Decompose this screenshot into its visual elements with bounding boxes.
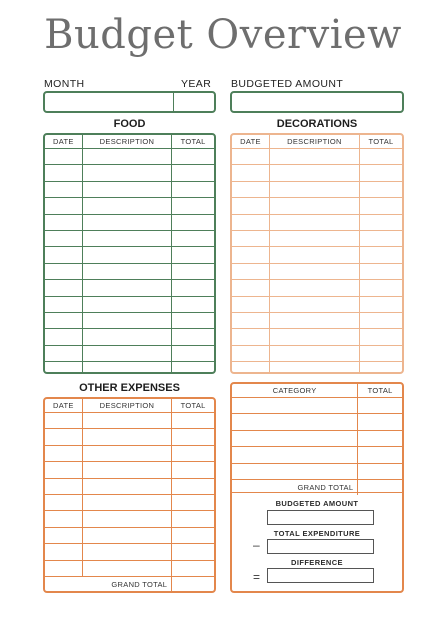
table-row[interactable] — [232, 214, 402, 230]
column-header: DATE — [45, 399, 82, 413]
table-cell[interactable] — [82, 230, 172, 246]
table-cell[interactable] — [82, 511, 172, 527]
grand-total-label: GRAND TOTAL — [232, 479, 358, 495]
table-row[interactable] — [232, 198, 402, 214]
table-cell[interactable] — [269, 149, 359, 165]
summary-divider — [232, 492, 402, 493]
table-cell[interactable] — [45, 263, 82, 279]
summary-budgeted-amount-label: BUDGETED AMOUNT — [275, 499, 359, 508]
column-header: TOTAL — [172, 399, 214, 413]
summary-grid — [232, 384, 402, 495]
table-cell[interactable] — [232, 430, 358, 446]
table-row[interactable] — [45, 149, 214, 165]
table-cell[interactable] — [82, 429, 172, 445]
minus-sign: – — [253, 538, 260, 552]
table-cell[interactable] — [359, 362, 402, 374]
table-cell[interactable] — [269, 214, 359, 230]
table-cell[interactable] — [269, 230, 359, 246]
table-cell[interactable] — [269, 165, 359, 181]
table-cell[interactable] — [172, 345, 214, 361]
table-row[interactable] — [45, 478, 214, 494]
table-cell[interactable] — [172, 329, 214, 345]
table-row[interactable] — [45, 165, 214, 181]
budgeted-amount-field[interactable] — [230, 91, 404, 113]
table-row[interactable] — [232, 181, 402, 197]
table-row[interactable] — [232, 447, 402, 463]
summary-budgeted-amount-field[interactable] — [267, 510, 374, 525]
table-cell[interactable] — [45, 149, 82, 165]
table-cell[interactable] — [45, 544, 82, 560]
table-cell[interactable] — [359, 149, 402, 165]
table-row[interactable] — [45, 362, 214, 374]
table-cell[interactable] — [358, 447, 402, 463]
table-cell[interactable] — [172, 263, 214, 279]
table-cell[interactable] — [232, 181, 269, 197]
table-cell[interactable] — [232, 296, 269, 312]
column-header: TOTAL — [358, 384, 402, 398]
grand-total-row — [45, 576, 214, 592]
table-row[interactable] — [232, 263, 402, 279]
table-cell[interactable] — [359, 247, 402, 263]
table-cell[interactable] — [232, 198, 269, 214]
table-cell[interactable] — [172, 181, 214, 197]
food-table — [43, 133, 216, 374]
table-cell[interactable] — [172, 214, 214, 230]
table-cell[interactable] — [269, 198, 359, 214]
decorations-grid — [232, 135, 402, 374]
table-cell[interactable] — [172, 478, 214, 494]
table-cell[interactable] — [172, 544, 214, 560]
table-cell[interactable] — [232, 312, 269, 328]
table-cell[interactable] — [232, 463, 358, 479]
table-cell[interactable] — [45, 429, 82, 445]
total-expenditure-field[interactable] — [267, 539, 374, 554]
table-cell[interactable] — [45, 312, 82, 328]
table-row[interactable] — [45, 429, 214, 445]
table-cell[interactable] — [82, 527, 172, 543]
table-cell[interactable] — [45, 181, 82, 197]
table-cell[interactable] — [232, 263, 269, 279]
table-cell[interactable] — [82, 329, 172, 345]
table-cell[interactable] — [358, 463, 402, 479]
table-cell[interactable] — [359, 165, 402, 181]
table-cell[interactable] — [172, 149, 214, 165]
table-cell[interactable] — [82, 362, 172, 374]
table-cell[interactable] — [82, 560, 172, 576]
table-row[interactable] — [45, 296, 214, 312]
table-row[interactable] — [45, 230, 214, 246]
table-row[interactable] — [45, 263, 214, 279]
table-cell[interactable] — [45, 362, 82, 374]
month-year-divider — [173, 93, 174, 111]
table-cell[interactable] — [45, 445, 82, 461]
table-row[interactable] — [45, 494, 214, 510]
table-cell[interactable] — [82, 263, 172, 279]
food-grid — [45, 135, 214, 374]
table-row[interactable] — [232, 345, 402, 361]
table-cell[interactable] — [45, 527, 82, 543]
table-cell[interactable] — [232, 149, 269, 165]
table-cell[interactable] — [45, 494, 82, 510]
table-cell[interactable] — [82, 478, 172, 494]
decorations-header-row — [232, 135, 402, 149]
table-cell[interactable] — [232, 247, 269, 263]
column-header: CATEGORY — [232, 384, 358, 398]
table-cell[interactable] — [172, 560, 214, 576]
month-label: MONTH — [44, 78, 85, 90]
difference-field[interactable] — [267, 568, 374, 583]
table-cell[interactable] — [232, 398, 358, 414]
column-header: DATE — [45, 135, 82, 149]
table-cell[interactable] — [172, 362, 214, 374]
table-cell[interactable] — [45, 560, 82, 576]
total-expenditure-label: TOTAL EXPENDITURE — [273, 529, 361, 538]
column-header: DATE — [232, 135, 269, 149]
food-header-row — [45, 135, 214, 149]
table-cell[interactable] — [82, 544, 172, 560]
table-row[interactable] — [45, 560, 214, 576]
table-cell[interactable] — [172, 462, 214, 478]
table-cell[interactable] — [269, 247, 359, 263]
table-row[interactable] — [45, 445, 214, 461]
table-row[interactable] — [232, 247, 402, 263]
table-cell[interactable] — [45, 413, 82, 429]
table-cell[interactable] — [172, 296, 214, 312]
other-expenses-header-row — [45, 399, 214, 413]
table-cell[interactable] — [82, 165, 172, 181]
table-cell[interactable] — [82, 413, 172, 429]
table-cell[interactable] — [269, 181, 359, 197]
table-row[interactable] — [232, 149, 402, 165]
table-cell[interactable] — [269, 263, 359, 279]
table-cell[interactable] — [82, 214, 172, 230]
table-row[interactable] — [232, 280, 402, 296]
table-cell[interactable] — [232, 230, 269, 246]
table-cell[interactable] — [359, 263, 402, 279]
difference-label: DIFFERENCE — [291, 558, 343, 567]
table-cell[interactable] — [45, 296, 82, 312]
table-cell[interactable] — [358, 430, 402, 446]
table-cell[interactable] — [172, 413, 214, 429]
table-cell[interactable] — [172, 429, 214, 445]
table-cell[interactable] — [82, 445, 172, 461]
table-cell[interactable] — [358, 414, 402, 430]
table-cell[interactable] — [45, 214, 82, 230]
table-row[interactable] — [232, 165, 402, 181]
other-expenses-table — [43, 397, 216, 593]
table-cell[interactable] — [172, 280, 214, 296]
budgeted-amount-label: BUDGETED AMOUNT — [231, 78, 344, 90]
table-cell[interactable] — [82, 462, 172, 478]
table-row[interactable] — [232, 398, 402, 414]
table-row[interactable] — [45, 413, 214, 429]
column-header: DESCRIPTION — [82, 399, 172, 413]
column-header: DESCRIPTION — [269, 135, 359, 149]
table-row[interactable] — [45, 511, 214, 527]
table-cell[interactable] — [232, 414, 358, 430]
column-header: TOTAL — [359, 135, 402, 149]
table-cell[interactable] — [82, 296, 172, 312]
table-row[interactable] — [45, 544, 214, 560]
table-cell[interactable] — [45, 345, 82, 361]
table-cell[interactable] — [172, 527, 214, 543]
table-row[interactable] — [232, 296, 402, 312]
table-cell[interactable] — [359, 214, 402, 230]
column-header: TOTAL — [172, 135, 214, 149]
table-row[interactable] — [232, 362, 402, 374]
table-cell[interactable] — [82, 494, 172, 510]
table-row[interactable] — [45, 312, 214, 328]
table-row[interactable] — [232, 230, 402, 246]
table-cell[interactable] — [269, 345, 359, 361]
table-cell[interactable] — [359, 296, 402, 312]
other-expenses-grid — [45, 399, 214, 592]
table-row[interactable] — [232, 463, 402, 479]
table-cell[interactable] — [45, 462, 82, 478]
equals-sign: = — [253, 570, 261, 584]
other-expenses-title: OTHER EXPENSES — [79, 382, 180, 394]
table-cell[interactable] — [359, 198, 402, 214]
table-cell[interactable] — [172, 198, 214, 214]
year-label: YEAR — [181, 78, 212, 90]
table-cell[interactable] — [172, 230, 214, 246]
table-row[interactable] — [45, 214, 214, 230]
table-cell[interactable] — [82, 149, 172, 165]
table-cell[interactable] — [359, 181, 402, 197]
table-cell[interactable] — [232, 280, 269, 296]
table-cell[interactable] — [82, 280, 172, 296]
table-cell[interactable] — [232, 345, 269, 361]
decorations-table — [230, 133, 404, 374]
food-title: FOOD — [113, 118, 146, 130]
table-cell[interactable] — [172, 247, 214, 263]
summary-header-row — [232, 384, 402, 398]
table-row[interactable] — [45, 280, 214, 296]
table-cell[interactable] — [45, 230, 82, 246]
grand-total-label: GRAND TOTAL — [45, 576, 172, 592]
table-cell[interactable] — [45, 165, 82, 181]
table-cell[interactable] — [232, 362, 269, 374]
table-cell[interactable] — [359, 230, 402, 246]
month-year-field[interactable] — [43, 91, 216, 113]
table-row[interactable] — [45, 527, 214, 543]
table-cell[interactable] — [232, 165, 269, 181]
table-row[interactable] — [232, 312, 402, 328]
table-cell[interactable] — [359, 345, 402, 361]
table-row[interactable] — [45, 329, 214, 345]
table-row[interactable] — [45, 247, 214, 263]
grand-total-value[interactable] — [172, 576, 214, 592]
table-cell[interactable] — [359, 312, 402, 328]
table-row[interactable] — [45, 181, 214, 197]
table-cell[interactable] — [82, 181, 172, 197]
table-cell[interactable] — [358, 398, 402, 414]
table-cell[interactable] — [269, 312, 359, 328]
page-title: Budget Overview — [44, 12, 402, 58]
column-header: DESCRIPTION — [82, 135, 172, 149]
table-cell[interactable] — [172, 494, 214, 510]
table-cell[interactable] — [172, 312, 214, 328]
table-row[interactable] — [232, 430, 402, 446]
table-row[interactable] — [232, 329, 402, 345]
table-cell[interactable] — [359, 329, 402, 345]
table-cell[interactable] — [172, 445, 214, 461]
table-cell[interactable] — [172, 165, 214, 181]
table-cell[interactable] — [45, 329, 82, 345]
table-row[interactable] — [232, 414, 402, 430]
table-cell[interactable] — [45, 247, 82, 263]
table-cell[interactable] — [269, 296, 359, 312]
table-cell[interactable] — [45, 478, 82, 494]
table-cell[interactable] — [232, 447, 358, 463]
table-cell[interactable] — [45, 280, 82, 296]
table-row[interactable] — [45, 462, 214, 478]
table-cell[interactable] — [82, 198, 172, 214]
table-cell[interactable] — [232, 214, 269, 230]
table-cell[interactable] — [82, 312, 172, 328]
table-row[interactable] — [45, 345, 214, 361]
table-cell[interactable] — [269, 362, 359, 374]
summary-panel — [230, 382, 404, 593]
table-row[interactable] — [45, 198, 214, 214]
table-cell[interactable] — [45, 198, 82, 214]
table-cell[interactable] — [269, 329, 359, 345]
table-cell[interactable] — [359, 280, 402, 296]
table-cell[interactable] — [269, 280, 359, 296]
table-cell[interactable] — [82, 345, 172, 361]
table-cell[interactable] — [172, 511, 214, 527]
table-cell[interactable] — [45, 511, 82, 527]
table-cell[interactable] — [82, 247, 172, 263]
table-cell[interactable] — [232, 329, 269, 345]
decorations-title: DECORATIONS — [276, 118, 358, 130]
